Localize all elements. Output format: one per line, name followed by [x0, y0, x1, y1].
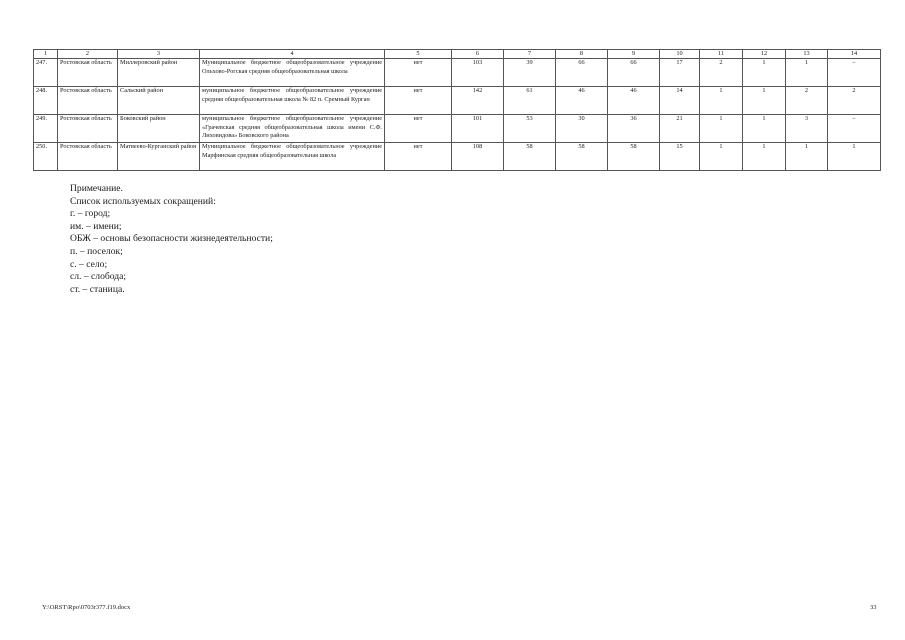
value-cell: 39 — [504, 59, 556, 87]
col-header-13: 13 — [786, 50, 828, 59]
value-cell: 101 — [452, 115, 504, 143]
value-cell: нет — [385, 115, 452, 143]
value-cell: 15 — [660, 143, 700, 171]
value-cell: 1 — [700, 87, 743, 115]
value-cell: 53 — [504, 115, 556, 143]
note-line: ст. – станица. — [70, 283, 125, 295]
page-number: 33 — [870, 604, 877, 611]
value-cell: нет — [385, 143, 452, 171]
value-cell: 46 — [608, 87, 660, 115]
value-cell: 2 — [700, 59, 743, 87]
district-cell: Миллеровский район — [118, 59, 200, 87]
value-cell: 66 — [608, 59, 660, 87]
region-cell: Ростовская область — [58, 115, 118, 143]
value-cell: 1 — [700, 115, 743, 143]
value-cell: 1 — [700, 143, 743, 171]
note-list-heading: Список используемых сокращений: — [70, 195, 216, 207]
col-header-2: 2 — [58, 50, 118, 59]
table-row — [34, 115, 881, 143]
value-cell: 61 — [504, 87, 556, 115]
school-name-cell: Муниципальное бюджетное общеобразовательное учреждение Марфинская средняя общеобразовательная школа — [200, 143, 385, 171]
value-cell: 1 — [828, 143, 881, 171]
value-cell: 108 — [452, 143, 504, 171]
col-header-6: 6 — [452, 50, 504, 59]
district-cell: Боковский район — [118, 115, 200, 143]
value-cell: 21 — [660, 115, 700, 143]
value-cell: 36 — [608, 115, 660, 143]
note-line: им. – имени; — [70, 220, 122, 232]
footer-file-path: Y:\ORST\Rpo\0703r377.f19.docx — [42, 604, 131, 611]
table-row — [34, 143, 881, 171]
col-header-5: 5 — [385, 50, 452, 59]
col-header-7: 7 — [504, 50, 556, 59]
value-cell: 58 — [504, 143, 556, 171]
table-row — [34, 87, 881, 115]
value-cell: нет — [385, 59, 452, 87]
col-header-3: 3 — [118, 50, 200, 59]
col-header-11: 11 — [700, 50, 743, 59]
row-number: 249. — [34, 115, 58, 143]
note-title: Примечание. — [70, 183, 123, 194]
value-cell: – — [828, 59, 881, 87]
value-cell: 1 — [786, 143, 828, 171]
table-header-row — [34, 50, 881, 59]
note-line: сл. – слобода; — [70, 271, 127, 283]
value-cell: 1 — [786, 59, 828, 87]
school-name-cell: муниципальное бюджетное общеобразовательное учреждение средняя общеобразовательная школа № 82 п. Сремный Курган — [200, 87, 385, 115]
col-header-4: 4 — [200, 50, 385, 59]
abbreviations-notes — [70, 183, 273, 296]
value-cell: нет — [385, 87, 452, 115]
value-cell: 14 — [660, 87, 700, 115]
schools-table — [33, 49, 881, 171]
col-header-9: 9 — [608, 50, 660, 59]
value-cell: 3 — [786, 115, 828, 143]
row-number: 248. — [34, 87, 58, 115]
value-cell: 1 — [743, 115, 786, 143]
table-row — [34, 59, 881, 87]
value-cell: 17 — [660, 59, 700, 87]
region-cell: Ростовская область — [58, 59, 118, 87]
value-cell: 1 — [743, 59, 786, 87]
value-cell: 103 — [452, 59, 504, 87]
value-cell: 66 — [556, 59, 608, 87]
value-cell: 46 — [556, 87, 608, 115]
row-number: 250. — [34, 143, 58, 171]
col-header-14: 14 — [828, 50, 881, 59]
school-name-cell: муниципальное бюджетное общеобразовательное учреждение «Грачевская средняя общеобразовательная школа имени С.Ф. Лиховидова» Боковского района — [200, 115, 385, 143]
col-header-1: 1 — [34, 50, 58, 59]
region-cell: Ростовская область — [58, 87, 118, 115]
col-header-10: 10 — [660, 50, 700, 59]
value-cell: 2 — [828, 87, 881, 115]
value-cell: 58 — [556, 143, 608, 171]
school-name-cell: Муниципальное бюджетное общеобразовательное учреждение Ольхово-Рогская средняя общеобразовательная школа — [200, 59, 385, 87]
value-cell: 58 — [608, 143, 660, 171]
value-cell: 1 — [743, 143, 786, 171]
value-cell: 142 — [452, 87, 504, 115]
region-cell: Ростовская область — [58, 143, 118, 171]
row-number: 247. — [34, 59, 58, 87]
note-line: с. – село; — [70, 258, 108, 270]
note-line: г. – город; — [70, 208, 111, 220]
note-line: п. – поселок; — [70, 245, 123, 257]
col-header-12: 12 — [743, 50, 786, 59]
note-line: ОБЖ – основы безопасности жизнедеятельности; — [70, 233, 273, 245]
district-cell: Сальский район — [118, 87, 200, 115]
value-cell: 2 — [786, 87, 828, 115]
col-header-8: 8 — [556, 50, 608, 59]
district-cell: Матвеево-Курганский район — [118, 143, 200, 171]
value-cell: – — [828, 115, 881, 143]
value-cell: 1 — [743, 87, 786, 115]
value-cell: 30 — [556, 115, 608, 143]
